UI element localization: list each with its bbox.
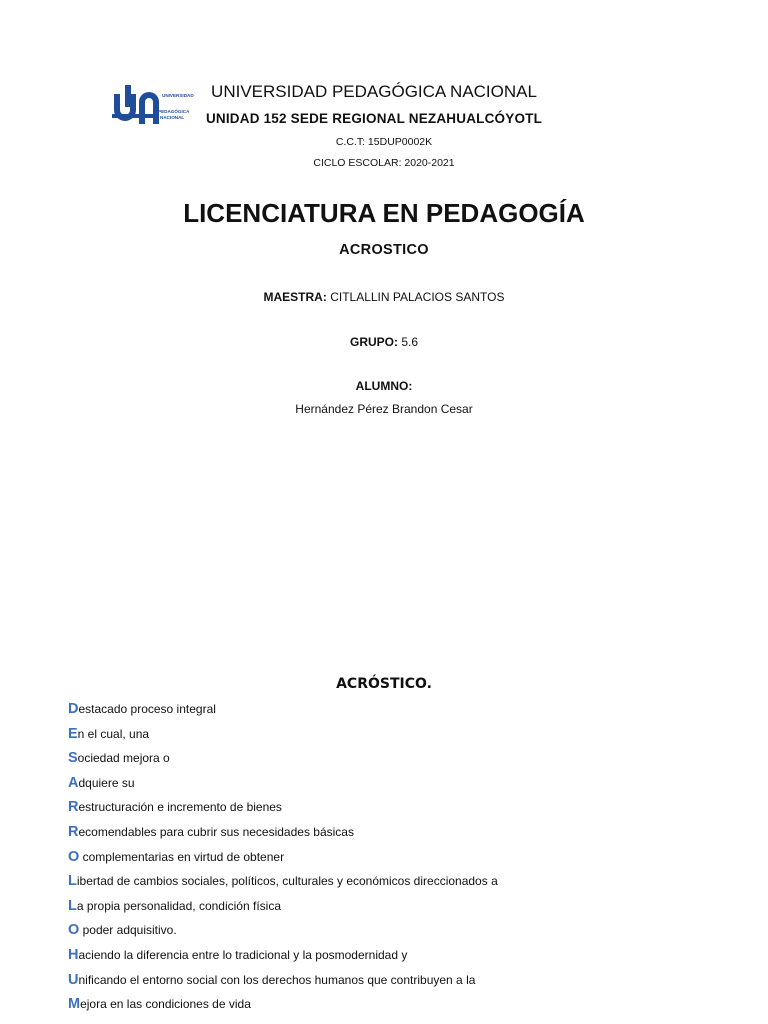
acrostic-text: nificando el entorno social con los derechos humanos que contribuyen a la <box>78 972 476 987</box>
acrostic-initial: H <box>68 946 79 963</box>
school-cycle: CICLO ESCOLAR: 2020-2021 <box>313 157 455 169</box>
acrostic-text: poder adquisitivo. <box>79 923 177 938</box>
acrostic-line <box>68 748 498 773</box>
acrostic-title: ACRÓSTICO. <box>336 676 432 692</box>
acrostic-initial: O <box>68 922 80 939</box>
teacher-name: CITLALLIN PALACIOS SANTOS <box>330 290 505 304</box>
acrostic-line <box>68 871 498 896</box>
acrostic-text: complementarias en virtud de obtener <box>79 849 285 864</box>
acrostic-text: a propia personalidad, condición física <box>76 898 281 913</box>
acrostic-text: ejora en las condiciones de vida <box>80 997 251 1012</box>
acrostic-line <box>68 797 498 822</box>
acrostic-line <box>68 699 498 724</box>
acrostic-line <box>68 945 498 970</box>
acrostic-initial: M <box>68 996 81 1013</box>
acrostic-initial: R <box>68 799 79 816</box>
acrostic-line <box>68 822 498 847</box>
group-value: 5.6 <box>401 335 419 349</box>
acrostic-initial: O <box>68 848 80 865</box>
acrostic-text: ibertad de cambios sociales, políticos, culturales y económicos direccionados a <box>76 874 498 889</box>
acrostic-text: ociedad mejora o <box>77 751 170 766</box>
cct-code: C.C.T: 15DUP0002K <box>335 136 433 148</box>
acrostic-initial: L <box>68 873 77 890</box>
acrostic-line <box>68 896 498 921</box>
acrostic-text: dquiere su <box>78 775 135 790</box>
acrostic-text: n el cual, una <box>77 726 150 741</box>
acrostic-text: ecomendables para cubrir sus necesidades básicas <box>78 824 354 839</box>
acrostic-initial: E <box>68 725 78 742</box>
group-label: GRUPO: <box>349 335 398 349</box>
group-line <box>0 335 768 349</box>
student-label: ALUMNO: <box>355 379 413 393</box>
acrostic-initial: A <box>68 774 79 791</box>
acrostic-text: estructuración e incremento de bienes <box>78 800 282 815</box>
unit-name: UNIDAD 152 SEDE REGIONAL NEZAHUALCÓYOTL <box>205 111 543 126</box>
acrostic-text: estacado proceso integral <box>78 702 216 716</box>
university-name: UNIVERSIDAD PEDAGÓGICA NACIONAL <box>211 82 537 101</box>
acrostic-initial: D <box>68 701 79 717</box>
acrostic-list <box>68 699 498 1019</box>
student-name: Hernández Pérez Brandon Cesar <box>295 402 473 416</box>
acrostic-line <box>68 920 498 945</box>
acrostic-line <box>68 994 498 1019</box>
acrostic-line <box>68 724 498 749</box>
document-subtitle: ACROSTICO <box>339 242 429 258</box>
acrostic-line <box>68 847 498 872</box>
acrostic-line <box>68 773 498 798</box>
acrostic-text: aciendo la diferencia entre lo tradicional y la posmodernidad y <box>78 947 408 962</box>
acrostic-initial: U <box>68 971 79 988</box>
teacher-label: MAESTRA: <box>263 290 327 304</box>
acrostic-initial: R <box>68 823 79 840</box>
teacher-line <box>0 290 768 304</box>
acrostic-line <box>68 970 498 995</box>
acrostic-initial: L <box>68 897 77 914</box>
logo-text: UNIVERSIDAD PEDAGÓGICA NACIONAL <box>158 93 194 120</box>
degree-title: LICENCIATURA EN PEDAGOGÍA <box>183 198 585 228</box>
acrostic-initial: S <box>68 750 78 767</box>
